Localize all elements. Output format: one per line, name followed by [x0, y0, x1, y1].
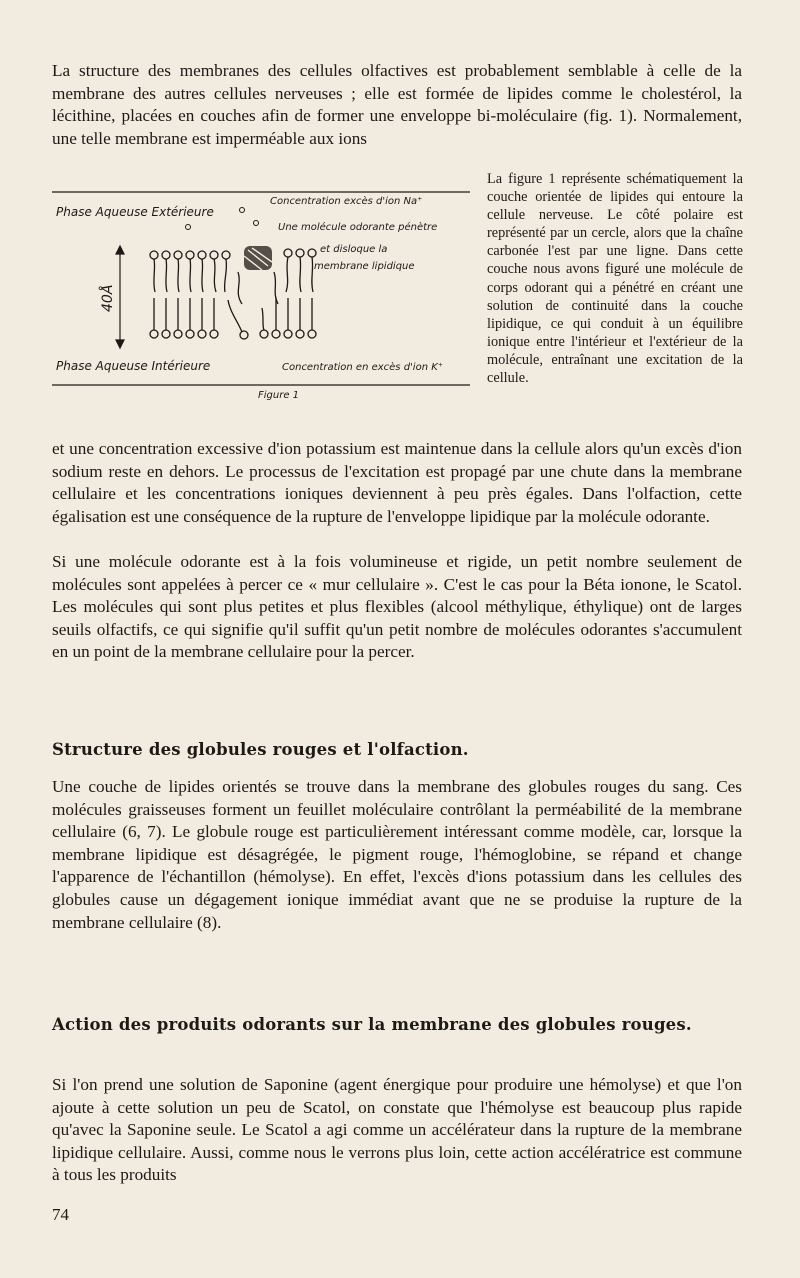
intro-paragraph: La structure des membranes des cellules olfactives est probablement semblable à celle de la membrane des autres cellules nerveuses ; elle est formée de lipides comme le cholestérol, la lécithine, placées en couches afin de former une enveloppe bi-moléculaire (fig. 1). Normalement, une telle membrane est imperméable aux ions: [52, 61, 742, 148]
saponine-paragraph: Si l'on prend une solution de Saponine (agent énergique pour produire une hémolyse) et que l'on ajoute à cette solution un peu de Scatol, on constate que l'hémolyse est beaucoup plus rapide qu'avec la Saponine seule. Le Scatol a agi comme un accélérateur dans la rupture de la membrane lipidique cellulaire. Aussi, comme nous le verrons plus loin, cette action accélératrice est commune à tous les produits: [52, 1075, 742, 1185]
figure-number-label: Figure 1: [258, 390, 300, 401]
section-heading-odorant-action: Action des produits odorants sur la membrane des globules rouges.: [52, 1015, 692, 1034]
sodium-concentration-label: Concentration excès d'ion Na⁺: [270, 196, 423, 207]
inner-phase-label: Phase Aqueuse Intérieure: [56, 359, 211, 373]
potassium-paragraph: et une concentration excessive d'ion potassium est maintenue dans la cellule alors qu'un excès d'ion sodium reste en dehors. Le processus de l'excitation est propagé par une chute dans la membrane cellulaire et les concentrations ioniques deviennent à peu près égales. Dans l'olfaction, cette égalisation est une conséquence de la rupture de l'enveloppe lipidique par la molécule odorante.: [52, 439, 742, 526]
page-number: 74: [52, 1205, 69, 1224]
outer-phase-label: Phase Aqueuse Extérieure: [56, 205, 214, 219]
red-blood-cell-paragraph: Une couche de lipides orientés se trouve dans la membrane des globules rouges du sang. Ces molécules graisseuses forment un feuillet moléculaire contrôlant la perméabilité de la membrane cellulaire (6, 7). Le globule rouge est particulièrement intéressant comme modèle, car, lorsque la membrane lipidique est désagrégée, le pigment rouge, l'hémoglobine, se répand et change l'apparence de l'échantillon (hémolyse). En effet, l'excès d'ions potassium dans les cellules des globules cause un dégagement ionique immédiat avant que ne se produise la rupture de la membrane cellulaire (8).: [52, 777, 742, 932]
molecule-label-line-1: Une molécule odorante pénètre: [278, 222, 438, 233]
figure-caption: La figure 1 représente schématiquement la couche orientée de lipides qui entoure la cellule nerveuse. Le côté polaire est représenté par un cercle, alors que la chaîne carbonée l'est par une ligne. Dans cette couche nous avons figuré une molécule de corps odorant qui a pénétré en créant une solution de continuité dans la couche lipidique, ce qui conduit à un équilibre ionique entre l'intérieur et l'extérieur de la molécule, entraînant une excitation de la cellule.: [487, 171, 743, 387]
lower-lipid-layer: [150, 298, 316, 339]
thickness-arrow: [116, 246, 124, 348]
molecule-label-line-3: membrane lipidique: [314, 261, 415, 272]
odorant-molecule: [238, 246, 278, 304]
molecule-size-paragraph: Si une molécule odorante est à la fois volumineuse et rigide, un petit nombre seulement de molécules sont appelées à percer ce « mur cellulaire ». C'est le cas pour la Béta ionone, le Scatol. Les molécules qui sont plus petites et plus flexibles (alcool méthylique, éthylique) ont de larges seuils olfactifs, ce qui signifie qu'il suffit qu'un petit nombre de molécules odorantes s'accumulent en un point de la membrane cellulaire pour la percer.: [52, 552, 742, 662]
figure-1-lipid-membrane-diagram: [52, 180, 472, 405]
section-heading-red-blood-cells: Structure des globules rouges et l'olfaction.: [52, 740, 469, 759]
upper-lipid-layer: [150, 249, 316, 292]
thickness-label: 40Å: [100, 284, 116, 312]
molecule-label-line-2: et disloque la: [320, 244, 388, 255]
potassium-concentration-label: Concentration en excès d'ion K⁺: [282, 362, 444, 373]
